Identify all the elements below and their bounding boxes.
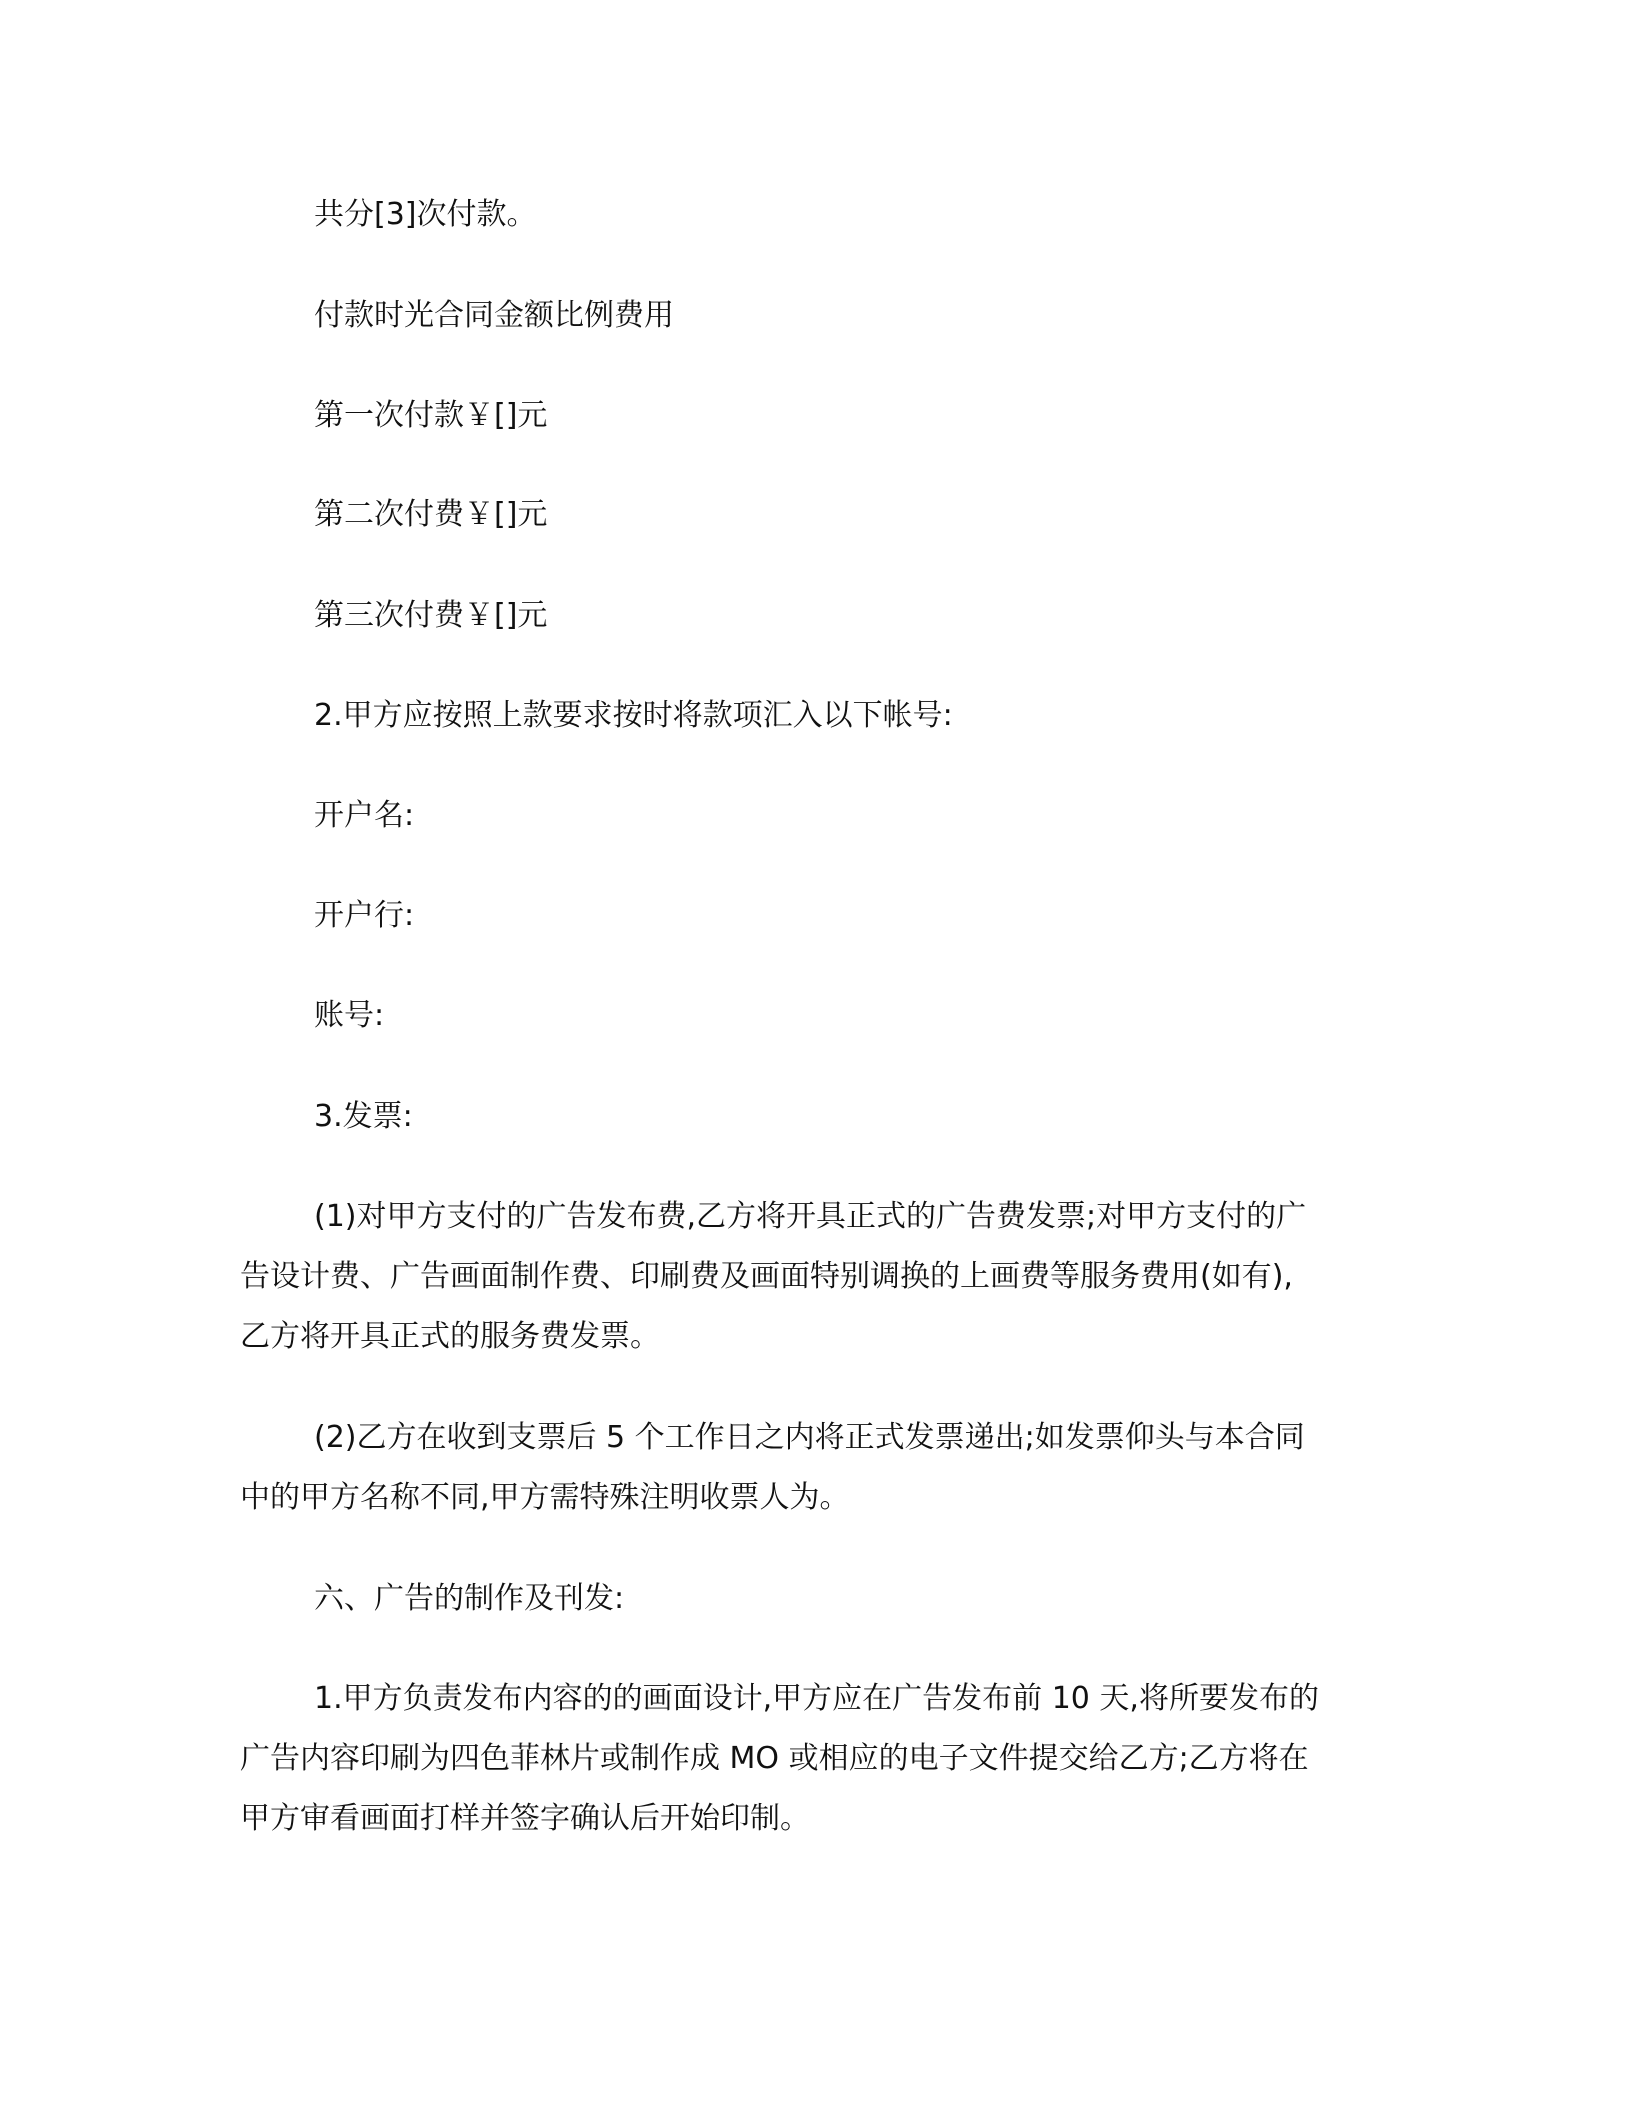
section-six-heading: 六、广告的制作及刊发: bbox=[314, 1581, 625, 1616]
invoice-para-2-line-2: 中的甲方名称不同,甲方需特殊注明收票人为。 bbox=[240, 1480, 850, 1515]
payment-installments-text: 共分[3]次付款。 bbox=[314, 197, 537, 232]
invoice-para-2-line-1: (2)乙方在收到支票后 5 个工作日之内将正式发票递出;如发票仰头与本合同 bbox=[314, 1420, 1305, 1455]
account-number-label: 账号: bbox=[314, 998, 385, 1033]
remittance-clause: 2.甲方应按照上款要求按时将款项汇入以下帐号: bbox=[314, 698, 953, 733]
invoice-para-1-line-2: 告设计费、广告画面制作费、印刷费及画面特别调换的上画费等服务费用(如有), bbox=[240, 1259, 1293, 1294]
production-para-1-line-2: 广告内容印刷为四色菲林片或制作成 MO 或相应的电子文件提交给乙方;乙方将在 bbox=[240, 1741, 1309, 1776]
payment-schedule-heading: 付款时光合同金额比例费用 bbox=[314, 298, 674, 333]
production-para-1-line-3: 甲方审看画面打样并签字确认后开始印制。 bbox=[240, 1801, 810, 1836]
first-payment-text: 第一次付款￥[]元 bbox=[314, 398, 548, 433]
account-name-label: 开户名: bbox=[314, 798, 415, 833]
invoice-heading: 3.发票: bbox=[314, 1099, 413, 1134]
third-payment-text: 第三次付费￥[]元 bbox=[314, 598, 548, 633]
production-para-1-line-1: 1.甲方负责发布内容的的画面设计,甲方应在广告发布前 10 天,将所要发布的 bbox=[314, 1681, 1319, 1716]
bank-name-label: 开户行: bbox=[314, 898, 415, 933]
second-payment-text: 第二次付费￥[]元 bbox=[314, 497, 548, 532]
invoice-para-1-line-1: (1)对甲方支付的广告发布费,乙方将开具正式的广告费发票;对甲方支付的广 bbox=[314, 1199, 1307, 1234]
invoice-para-1-line-3: 乙方将开具正式的服务费发票。 bbox=[240, 1319, 660, 1354]
